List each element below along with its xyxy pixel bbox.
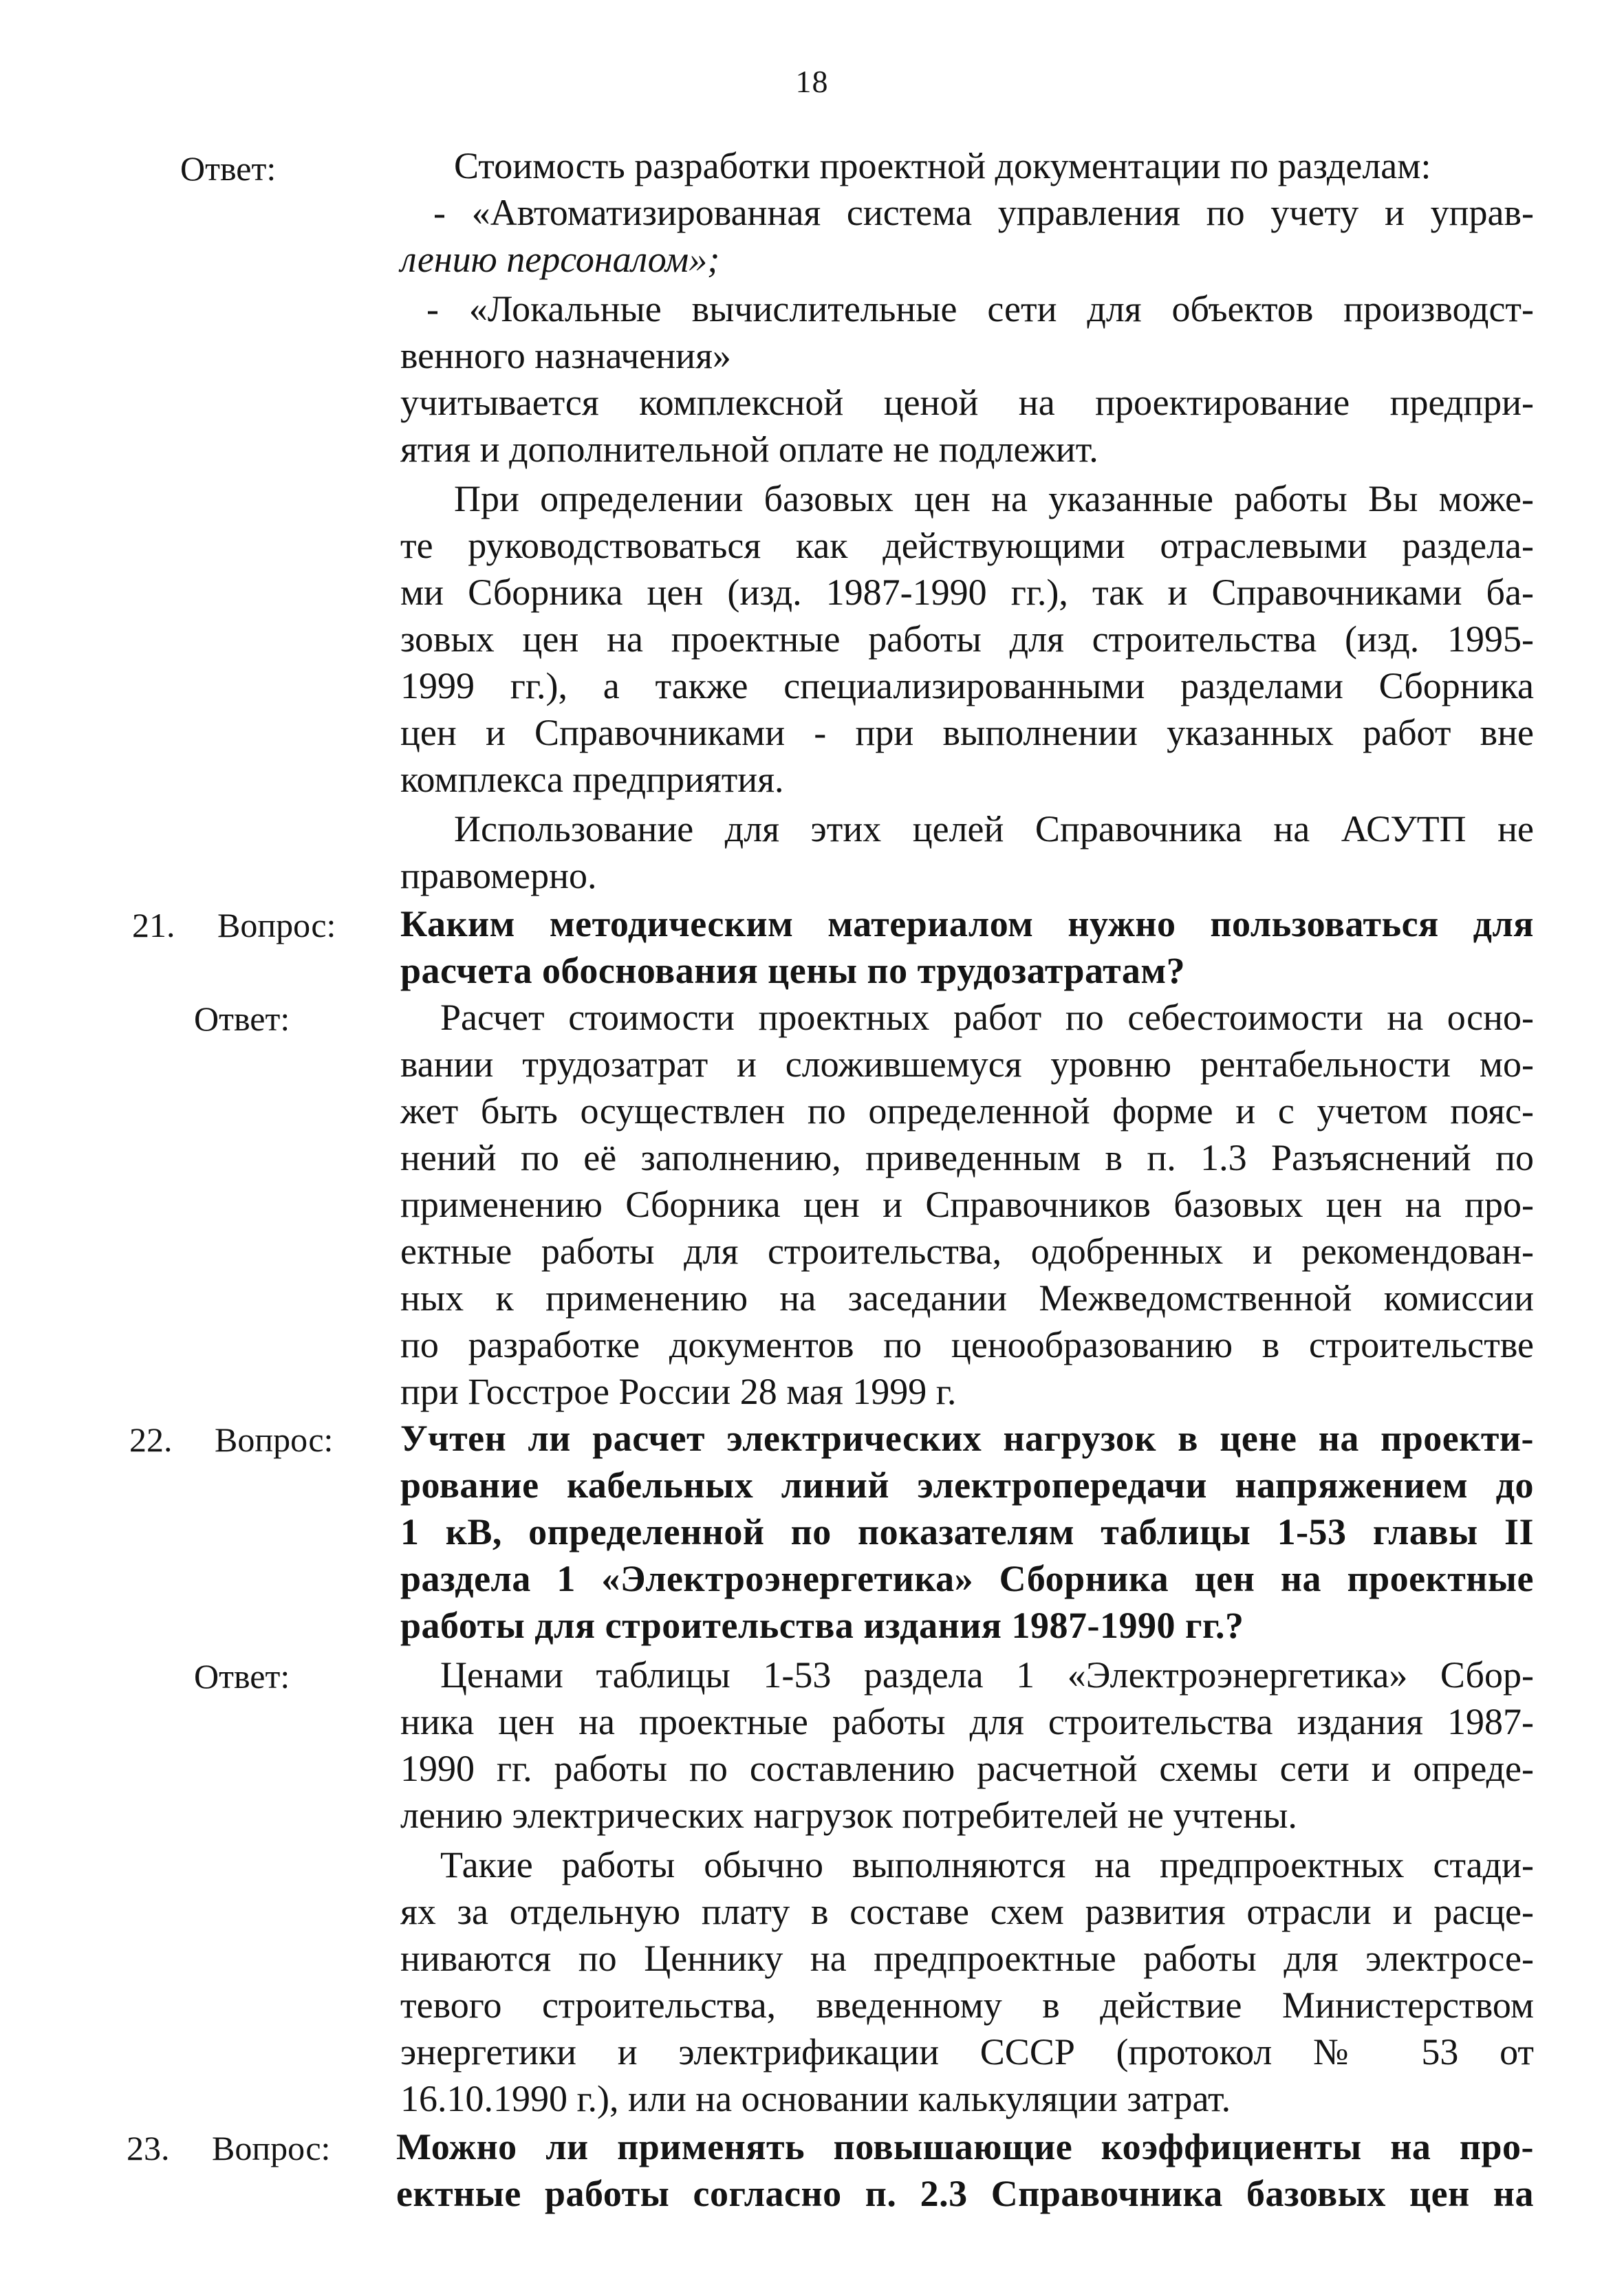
text-line: Ценами таблицы 1-53 раздела 1 «Электроэнергетика» Сбор- [440,1654,1534,1696]
page-number: 18 [795,64,829,99]
text-line: ниваются по Ценнику на предпроектные работы для электросе- [400,1938,1534,1979]
question-line: Можно ли применять повышающие коэффициенты на про- [396,2126,1534,2167]
text-line: венного назначения» [400,335,731,376]
text-line: нений по её заполнению, приведенным в п. 1.3 Разъяснений по [400,1137,1534,1178]
answer-label: Ответ: [180,149,277,188]
question-line: Учтен ли расчет электрических нагрузок в цене на проекти- [400,1418,1534,1459]
question-line: расчета обоснования цены по трудозатратам? [400,950,1186,991]
question-label: Вопрос: [215,1420,334,1459]
text-line: вании трудозатрат и сложившемуся уровню рентабельности мо- [400,1043,1534,1085]
text-line: Такие работы обычно выполняются на предпроектных стади- [440,1844,1534,1885]
text-line: - «Локальные вычислительные сети для объектов производст- [426,288,1534,329]
text-line: Стоимость разработки проектной документации по разделам: [454,145,1431,186]
question-line: 1 кВ, определенной по показателям таблицы 1-53 главы II [400,1511,1534,1552]
text-line: ятия и дополнительной оплате не подлежит. [400,429,1098,470]
text-line: тевого строительства, введенному в действие Министерством [400,1984,1534,2026]
text-line: Использование для этих целей Справочника на АСУТП не [454,808,1534,850]
text-line: учитывается комплексной ценой на проектирование предпри- [400,382,1534,423]
text-line: зовых цен на проектные работы для строительства (изд. 1995- [400,618,1534,660]
text-line: жет быть осуществлен по определенной форме и с учетом пояс- [400,1090,1534,1132]
text-line: ях за отдельную плату в составе схем развития отрасли и расце- [400,1891,1534,1932]
text-line: - «Автоматизированная система управления по учету и управ- [433,192,1534,233]
text-line: лению персоналом»; [400,239,720,280]
question-line: работы для строительства издания 1987-1990 гг.? [400,1605,1244,1646]
text-line: ектные работы для строительства, одобренных и рекомендован- [400,1231,1534,1272]
text-line: ных к применению на заседании Межведомственной комиссии [400,1277,1534,1319]
answer-label: Ответ: [194,1657,290,1696]
text-line: правомерно. [400,855,597,896]
text-line: ника цен на проектные работы для строительства издания 1987- [400,1701,1534,1742]
text-line: лению электрических нагрузок потребителей не учтены. [400,1795,1297,1836]
text-line: при Госстрое России 28 мая 1999 г. [400,1371,957,1412]
question-number: 23. [127,2129,170,2167]
question-line: раздела 1 «Электроэнергетика» Сборника цен на проектные [400,1558,1534,1599]
text-line: применению Сборника цен и Справочников базовых цен на про- [400,1184,1534,1225]
text-line: 16.10.1990 г.), или на основании калькуляции затрат. [400,2078,1231,2119]
question-number: 22. [129,1420,173,1459]
text-line: 1990 гг. работы по составлению расчетной схемы сети и опреде- [400,1748,1534,1789]
question-label: Вопрос: [217,906,336,944]
question-label: Вопрос: [212,2129,331,2167]
answer-label: Ответ: [194,999,290,1038]
text-line: цен и Справочниками - при выполнении указанных работ вне [400,712,1534,753]
text-line: по разработке документов по ценообразованию в строительстве [400,1324,1534,1365]
text-line: ми Сборника цен (изд. 1987-1990 гг.), так и Справочниками ба- [400,572,1534,613]
text-line: энергетики и электрификации СССР (протокол № 53 от [400,2031,1534,2073]
text-line: При определении базовых цен на указанные работы Вы може- [454,478,1534,519]
question-number: 21. [132,906,175,944]
text-line: те руководствоваться как действующими отраслевыми раздела- [400,525,1534,566]
text-line: 1999 гг.), а также специализированными разделами Сборника [400,665,1534,706]
question-line: рование кабельных линий электропередачи напряжением до [400,1464,1534,1506]
question-line: ектные работы согласно п. 2.3 Справочника базовых цен на [396,2173,1534,2214]
text-line: Расчет стоимости проектных работ по себестоимости на осно- [440,997,1534,1038]
text-line: комплекса предприятия. [400,759,784,800]
question-line: Каким методическим материалом нужно пользоваться для [400,903,1534,944]
